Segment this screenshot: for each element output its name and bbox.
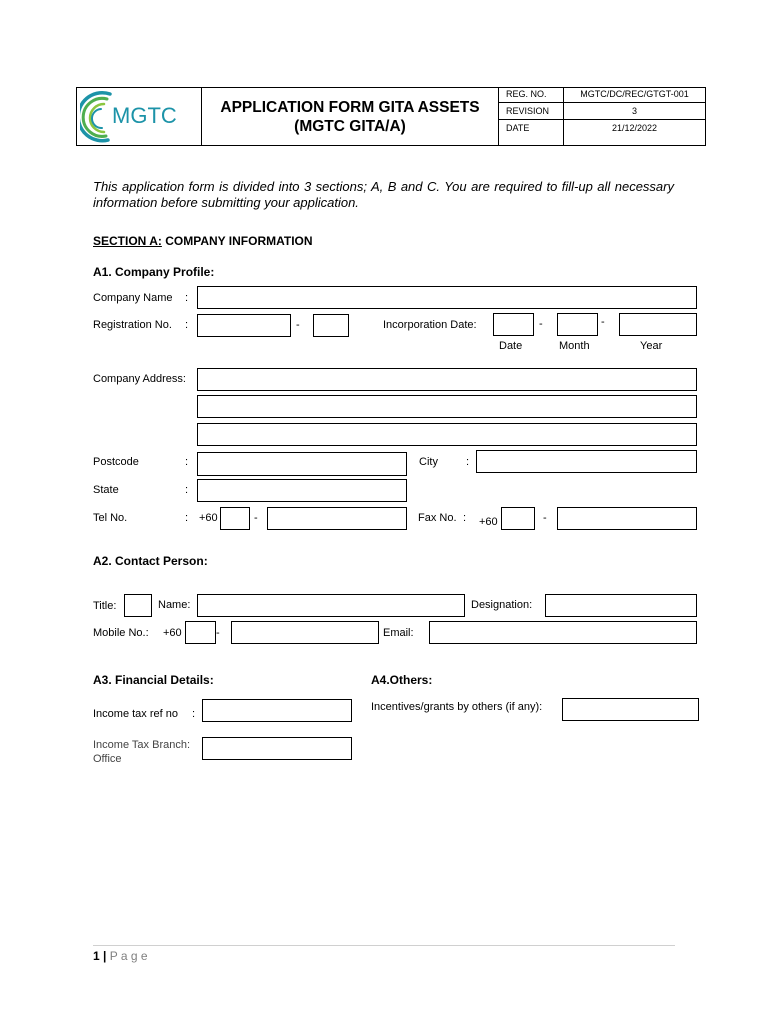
income-tax-ref-input[interactable] (202, 699, 352, 722)
section-a-title: COMPANY INFORMATION (161, 234, 313, 248)
colon: : (185, 512, 189, 524)
date-label: DATE (506, 123, 530, 133)
a4-heading: A4.Others: (371, 673, 433, 687)
fax-no-label: Fax No. (418, 512, 457, 524)
footer-separator: | (103, 949, 107, 963)
registration-no-suffix-input[interactable] (313, 314, 349, 337)
header-divider (498, 87, 499, 146)
postcode-input[interactable] (197, 452, 407, 476)
income-tax-branch-label: Income Tax Branch: (93, 739, 191, 751)
section-a-heading (93, 234, 313, 248)
colon: : (185, 292, 189, 304)
company-name-label: Company Name (93, 292, 173, 304)
incorporation-day-input[interactable] (493, 313, 534, 336)
company-address-label: Company Address: (93, 373, 186, 385)
colon: : (185, 484, 189, 496)
email-input[interactable] (429, 621, 697, 644)
date-caption: Date (499, 340, 523, 352)
page-footer (93, 949, 148, 963)
city-input[interactable] (476, 450, 697, 473)
tel-area-code-input[interactable] (220, 507, 250, 530)
dash: - (216, 627, 220, 639)
tel-number-input[interactable] (267, 507, 407, 530)
page-number: 1 (93, 949, 100, 963)
designation-label: Designation: (471, 599, 533, 611)
mobile-no-label: Mobile No.: (93, 627, 149, 639)
colon: : (463, 512, 467, 524)
name-label: Name: (158, 599, 191, 611)
office-label: Office (93, 753, 122, 765)
company-address-line3-input[interactable] (197, 423, 697, 446)
page-word: P a g e (109, 949, 148, 963)
company-address-line1-input[interactable] (197, 368, 697, 391)
state-label: State (93, 484, 119, 496)
incorporation-date-label: Incorporation Date: (383, 319, 477, 331)
income-tax-ref-label: Income tax ref no (93, 708, 178, 720)
a3-heading: A3. Financial Details: (93, 673, 214, 687)
state-input[interactable] (197, 479, 407, 502)
date-value: 21/12/2022 (611, 123, 658, 133)
a2-heading: A2. Contact Person: (93, 554, 208, 568)
incorporation-month-input[interactable] (557, 313, 598, 336)
dash: - (539, 318, 543, 330)
incorporation-year-input[interactable] (619, 313, 697, 336)
company-address-line2-input[interactable] (197, 395, 697, 418)
incentives-label: Incentives/grants by others (if any): (371, 701, 543, 713)
year-caption: Year (640, 340, 663, 352)
tel-country-code: +60 (199, 512, 218, 524)
title-label: Title: (93, 600, 117, 612)
colon: : (185, 319, 189, 331)
company-name-input[interactable] (197, 286, 697, 309)
footer-divider (93, 945, 675, 946)
colon: : (466, 456, 470, 468)
reg-no-value: MGTC/DC/REC/GTGT-001 (580, 89, 689, 99)
revision-label: REVISION (506, 106, 550, 116)
postcode-label: Postcode (93, 456, 139, 468)
header-divider (498, 119, 706, 120)
dash: - (601, 316, 605, 328)
title-input[interactable] (124, 594, 152, 617)
form-title: APPLICATION FORM GITA ASSETS (MGTC GITA/A) (220, 98, 480, 135)
income-tax-branch-input[interactable] (202, 737, 352, 760)
mobile-country-code: +60 (163, 627, 182, 639)
header-divider (498, 102, 706, 103)
mobile-number-input[interactable] (231, 621, 379, 644)
svg-text:MGTC: MGTC (112, 103, 177, 128)
mgtc-logo-icon (80, 88, 198, 145)
dash: - (296, 319, 300, 331)
dash: - (254, 512, 258, 524)
intro-paragraph: This application form is divided into 3 sections; A, B and C. You are required to fill-up all necessary information before submitting your application. (93, 179, 674, 210)
dash: - (543, 512, 547, 524)
mobile-area-code-input[interactable] (185, 621, 216, 644)
revision-value: 3 (631, 106, 637, 116)
registration-no-input[interactable] (197, 314, 291, 337)
designation-input[interactable] (545, 594, 697, 617)
registration-no-label: Registration No. (93, 319, 172, 331)
mgtc-logo (80, 88, 198, 145)
a1-heading: A1. Company Profile: (93, 265, 215, 279)
fax-country-code: +60 (479, 516, 498, 528)
fax-number-input[interactable] (557, 507, 697, 530)
fax-area-code-input[interactable] (501, 507, 535, 530)
contact-name-input[interactable] (197, 594, 465, 617)
month-caption: Month (559, 340, 590, 352)
email-label: Email: (383, 627, 414, 639)
tel-no-label: Tel No. (93, 512, 128, 524)
colon: : (192, 708, 196, 720)
city-label: City (419, 456, 438, 468)
section-a-prefix: SECTION A: (93, 234, 162, 248)
incentives-input[interactable] (562, 698, 699, 721)
colon: : (185, 456, 189, 468)
reg-no-label: REG. NO. (506, 89, 547, 99)
